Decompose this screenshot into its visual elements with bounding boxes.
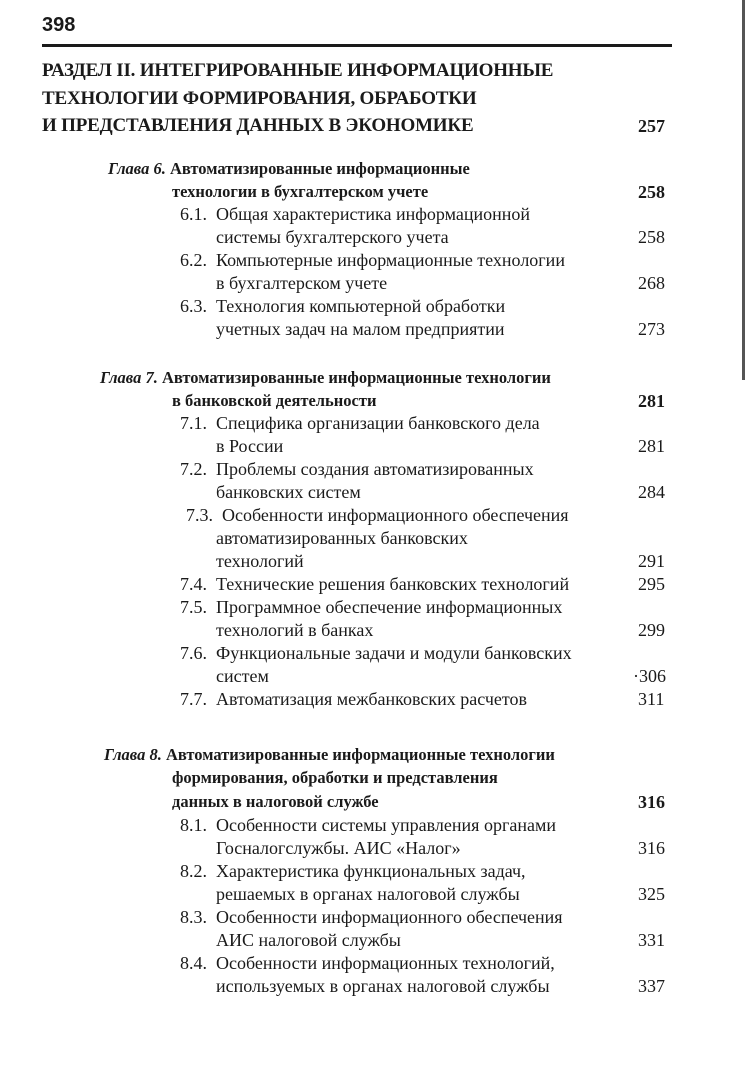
toc-item-8-1-page: 316 — [638, 838, 665, 858]
toc-item-7-3-line-2: автоматизированных банковских — [216, 528, 468, 548]
chapter-6-label: Глава 6. — [108, 159, 166, 178]
section-page: 257 — [638, 116, 665, 136]
toc-item-7-5-line-1: Программное обеспечение информационных — [216, 597, 563, 617]
toc-item-8-1-line-2: Госналогслужбы. АИС «Налог» — [216, 838, 461, 858]
chapter-7-page: 281 — [638, 391, 665, 411]
toc-item-7-6-line-2: систем — [216, 666, 269, 686]
toc-item-7-3-number: 7.3. — [186, 505, 213, 525]
toc-item-8-3-line-2: АИС налоговой службы — [216, 930, 401, 950]
toc-item-8-3-line-1: Особенности информационного обеспечения — [216, 907, 563, 927]
toc-item-8-2-number: 8.2. — [180, 861, 207, 881]
toc-item-8-1-number: 8.1. — [180, 815, 207, 835]
section-title-line-2: ТЕХНОЛОГИИ ФОРМИРОВАНИЯ, ОБРАБОТКИ — [42, 88, 477, 109]
toc-item-7-4-line-1: Технические решения банковских технологий — [216, 574, 570, 594]
toc-item-7-1-number: 7.1. — [180, 413, 207, 433]
chapter-7-label: Глава 7. — [100, 368, 158, 387]
chapter-8-page: 316 — [638, 792, 665, 812]
chapter-8-title-line-1: Глава 8. Автоматизированные информационные технологии — [104, 745, 555, 764]
toc-item-6-3-line-2: учетных задач на малом предприятии — [216, 319, 505, 339]
section-title-line-1: РАЗДЕЛ II. ИНТЕГРИРОВАННЫЕ ИНФОРМАЦИОННЫЕ — [42, 60, 554, 81]
chapter-7-title-line-2: в банковской деятельности — [172, 391, 377, 410]
toc-item-7-6-page: ·306 — [633, 666, 666, 686]
toc-item-8-4-number: 8.4. — [180, 953, 207, 973]
toc-item-8-1-line-1: Особенности системы управления органами — [216, 815, 556, 835]
chapter-8-title-line-3: данных в налоговой службе — [172, 792, 379, 811]
chapter-7-title-line-1: Глава 7. Автоматизированные информационные технологии — [100, 368, 551, 387]
toc-item-6-2-page: 268 — [638, 273, 665, 293]
toc-item-7-7-number: 7.7. — [180, 689, 207, 709]
toc-item-6-3-line-1: Технология компьютерной обработки — [216, 296, 506, 316]
toc-item-7-4-number: 7.4. — [180, 574, 207, 594]
toc-item-6-3-page: 273 — [638, 319, 665, 339]
toc-item-7-3-line-1: Особенности информационного обеспечения — [222, 505, 569, 525]
toc-item-7-2-number: 7.2. — [180, 459, 207, 479]
chapter-6-page: 258 — [638, 182, 665, 202]
toc-item-8-4-line-1: Особенности информационных технологий, — [216, 953, 555, 973]
toc-item-7-3-page: 291 — [638, 551, 665, 571]
toc-item-6-2-number: 6.2. — [180, 250, 207, 270]
toc-item-8-2-line-1: Характеристика функциональных задач, — [216, 861, 526, 881]
toc-item-8-3-number: 8.3. — [180, 907, 207, 927]
chapter-8-label: Глава 8. — [104, 745, 162, 764]
page-number: 398 — [42, 14, 76, 36]
section-title-line-3: И ПРЕДСТАВЛЕНИЯ ДАННЫХ В ЭКОНОМИКЕ — [42, 115, 474, 136]
page-edge-shadow — [742, 0, 745, 380]
toc-item-8-3-page: 331 — [638, 930, 665, 950]
toc-item-8-2-page: 325 — [638, 884, 665, 904]
toc-item-7-2-page: 284 — [638, 482, 665, 502]
toc-item-7-2-line-1: Проблемы создания автоматизированных — [216, 459, 534, 479]
toc-item-6-3-number: 6.3. — [180, 296, 207, 316]
toc-item-6-1-line-1: Общая характеристика информационной — [216, 204, 531, 224]
toc-item-6-1-number: 6.1. — [180, 204, 207, 224]
chapter-6-title-line-2: технологии в бухгалтерском учете — [172, 182, 429, 201]
toc-item-7-1-line-1: Специфика организации банковского дела — [216, 413, 540, 433]
toc-item-7-6-line-1: Функциональные задачи и модули банковских — [216, 643, 572, 663]
toc-item-6-2-line-1: Компьютерные информационные технологии — [216, 250, 565, 270]
chapter-8-title-line-2: формирования, обработки и представления — [172, 768, 498, 787]
header-rule — [42, 44, 672, 47]
toc-item-7-5-line-2: технологий в банках — [216, 620, 374, 640]
toc-item-7-7-line-1: Автоматизация межбанковских расчетов — [216, 689, 528, 709]
toc-item-7-7-page: 311 — [638, 689, 665, 709]
toc-item-7-5-page: 299 — [638, 620, 665, 640]
toc-item-7-2-line-2: банковских систем — [216, 482, 361, 502]
toc-item-6-1-line-2: системы бухгалтерского учета — [216, 227, 449, 247]
toc-item-7-5-number: 7.5. — [180, 597, 207, 617]
chapter-6-title-line-1: Глава 6. Автоматизированные информационные — [108, 159, 470, 178]
toc-item-8-4-page: 337 — [638, 976, 665, 996]
toc-item-8-4-line-2: используемых в органах налоговой службы — [216, 976, 550, 996]
toc-item-8-2-line-2: решаемых в органах налоговой службы — [216, 884, 520, 904]
toc-item-7-1-line-2: в России — [216, 436, 284, 456]
toc-item-7-6-number: 7.6. — [180, 643, 207, 663]
toc-item-7-3-line-3: технологий — [216, 551, 304, 571]
toc-item-6-2-line-2: в бухгалтерском учете — [216, 273, 388, 293]
toc-item-7-4-page: 295 — [638, 574, 665, 594]
toc-item-7-1-page: 281 — [638, 436, 665, 456]
toc-item-6-1-page: 258 — [638, 227, 665, 247]
